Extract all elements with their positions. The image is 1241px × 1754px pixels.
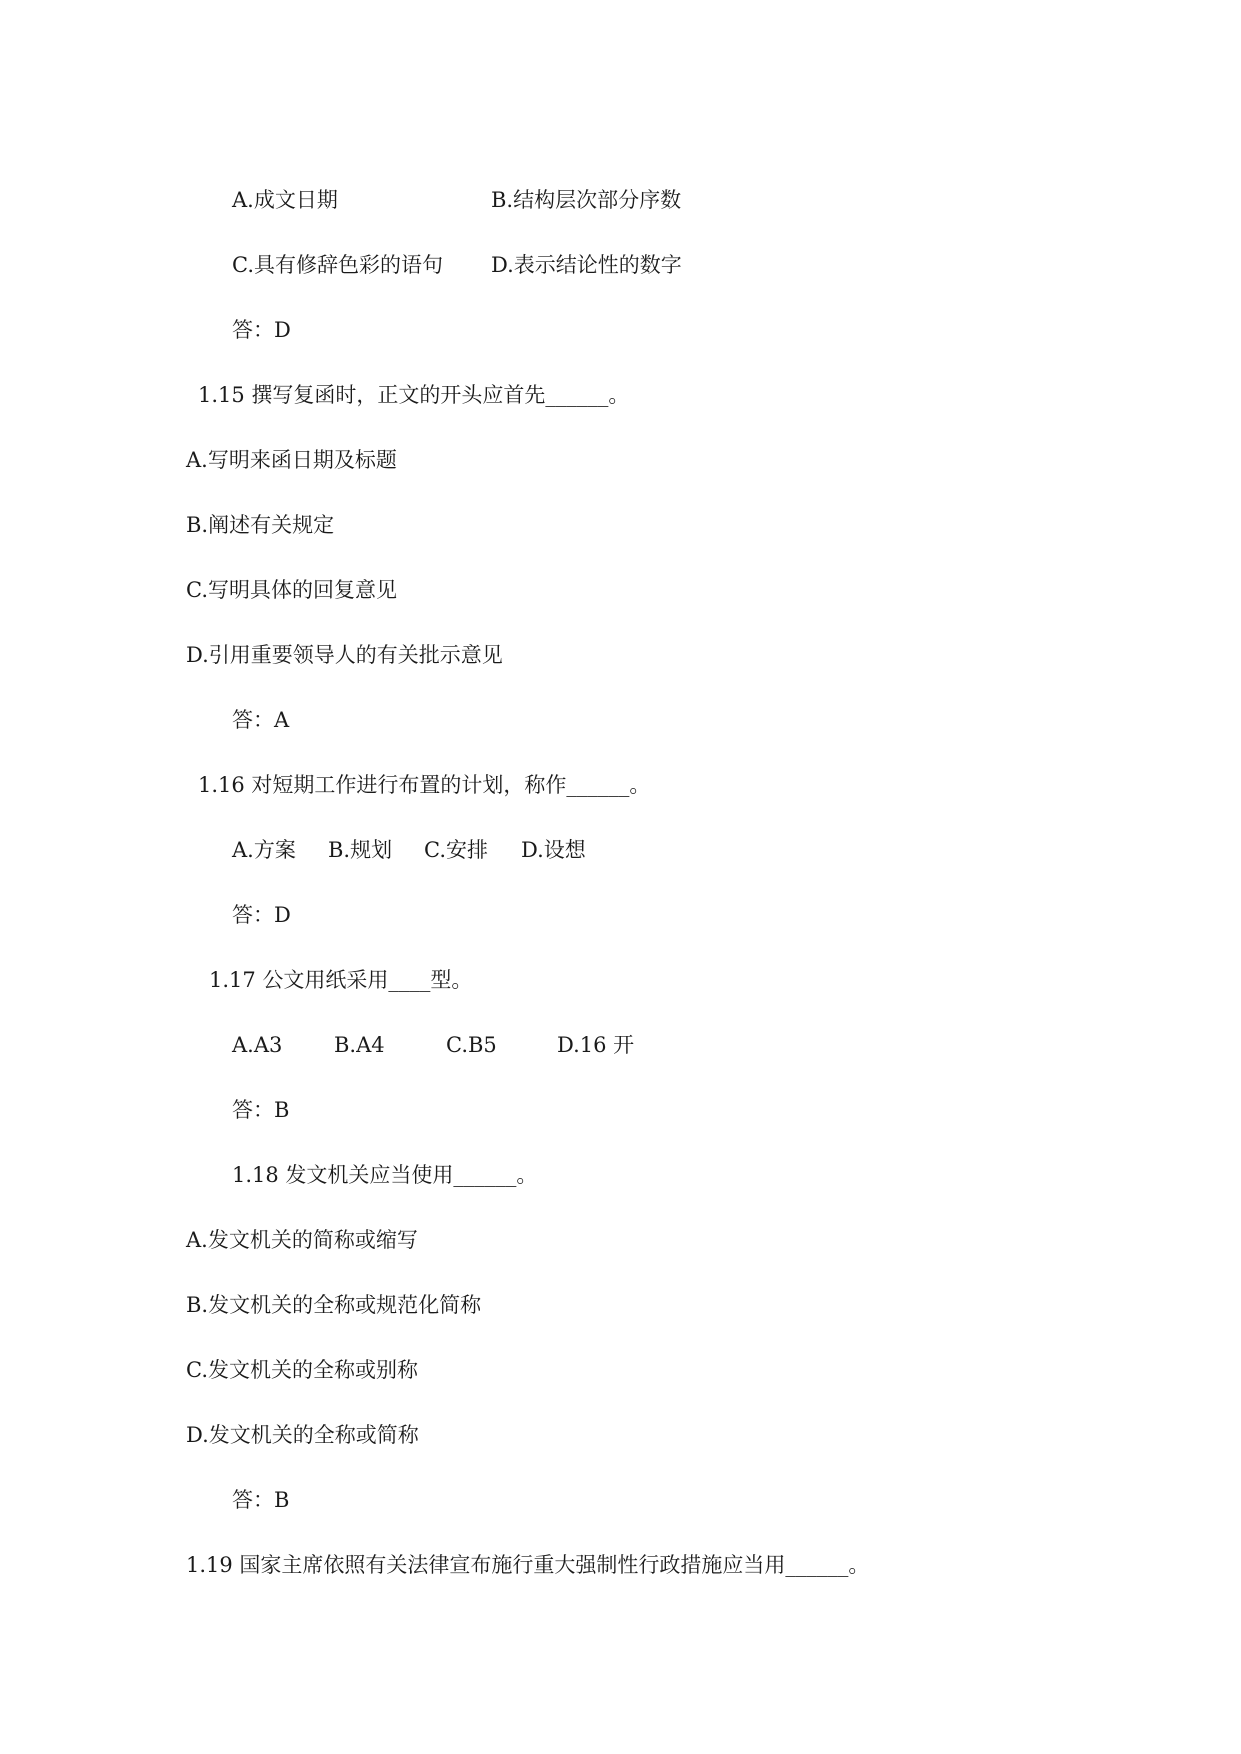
q18-option-a: A.发文机关的简称或缩写 (186, 1228, 418, 1252)
q18-answer: 答：B (232, 1488, 290, 1512)
q16-option-c: C.安排 (424, 838, 488, 862)
q14-option-b: B.结构层次部分序数 (491, 188, 682, 212)
q14-answer: 答：D (232, 318, 291, 342)
q17-answer: 答：B (232, 1098, 290, 1122)
q17-question: 1.17 公文用纸采用____型。 (209, 968, 473, 992)
q16-option-d: D.设想 (521, 838, 586, 862)
q16-answer: 答：D (232, 903, 291, 927)
q15-option-a: A.写明来函日期及标题 (186, 448, 397, 472)
q15-option-c: C.写明具体的回复意见 (186, 578, 397, 602)
q19-question: 1.19 国家主席依照有关法律宣布施行重大强制性行政措施应当用______。 (186, 1553, 870, 1577)
q15-answer: 答：A (232, 708, 290, 732)
q14-option-d: D.表示结论性的数字 (491, 253, 682, 277)
q16-question: 1.16 对短期工作进行布置的计划，称作______。 (198, 773, 651, 797)
q17-option-b: B.A4 (334, 1033, 385, 1057)
q18-option-d: D.发文机关的全称或简称 (186, 1423, 419, 1447)
q16-option-b: B.规划 (328, 838, 393, 862)
q15-option-b: B.阐述有关规定 (186, 513, 335, 537)
q17-option-c: C.B5 (446, 1033, 497, 1057)
q15-option-d: D.引用重要领导人的有关批示意见 (186, 643, 503, 667)
q17-option-a: A.A3 (232, 1033, 283, 1057)
q18-option-b: B.发文机关的全称或规范化简称 (186, 1293, 482, 1317)
q14-option-a: A.成文日期 (232, 188, 338, 212)
q14-option-c: C.具有修辞色彩的语句 (232, 253, 443, 277)
q16-option-a: A.方案 (232, 838, 296, 862)
q17-option-d: D.16 开 (557, 1033, 635, 1057)
q18-question: 1.18 发文机关应当使用______。 (232, 1163, 538, 1187)
q15-question: 1.15 撰写复函时，正文的开头应首先______。 (198, 383, 630, 407)
q18-option-c: C.发文机关的全称或别称 (186, 1358, 418, 1382)
